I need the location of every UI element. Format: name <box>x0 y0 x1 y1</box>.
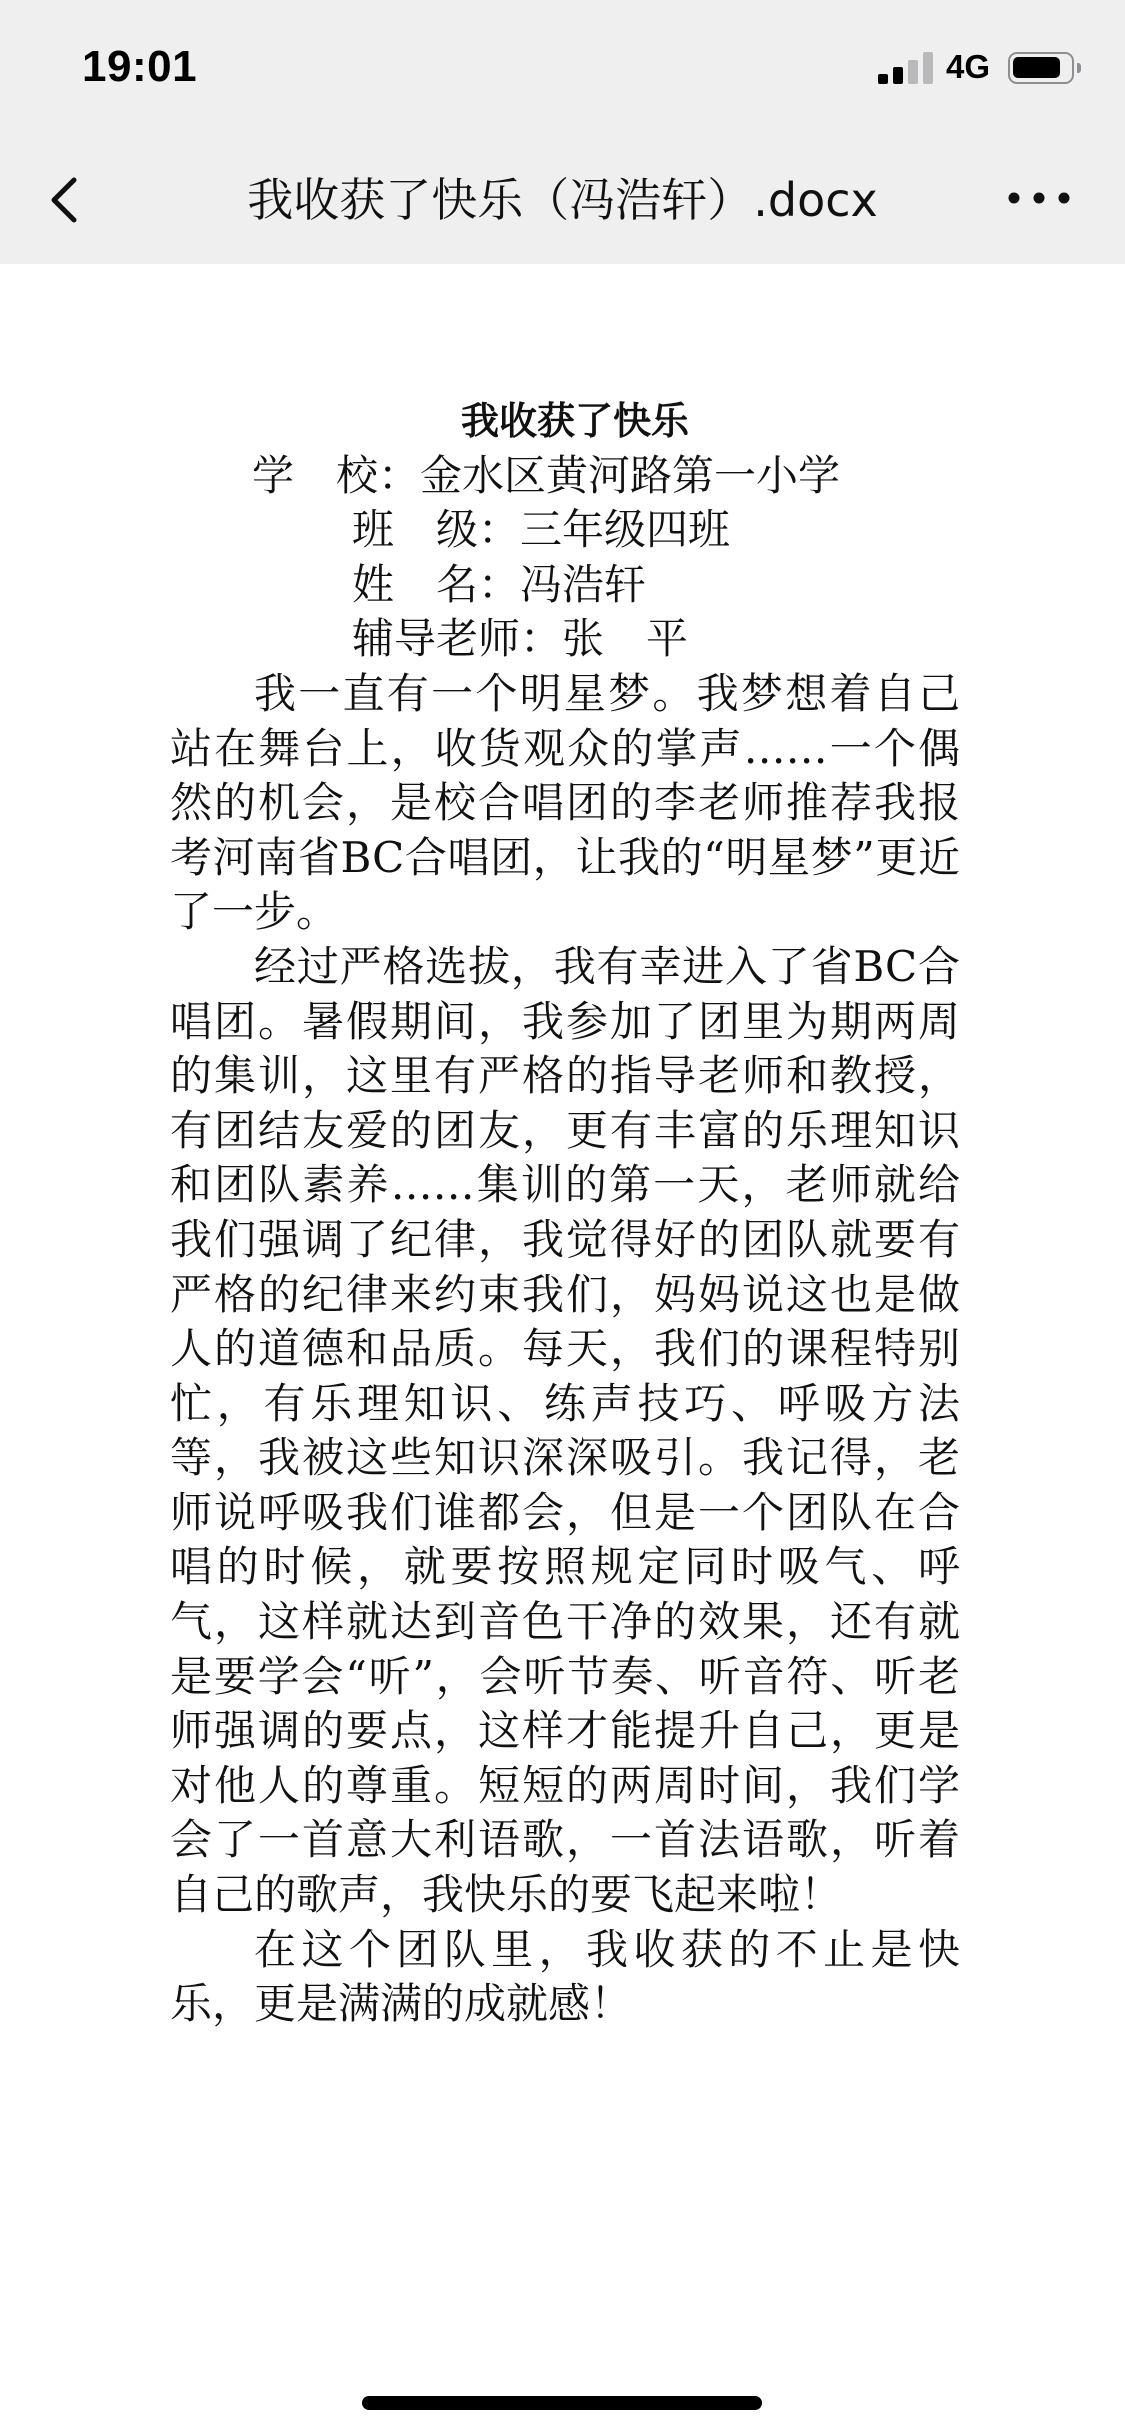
battery-level <box>1013 57 1060 78</box>
home-indicator[interactable] <box>362 2396 762 2410</box>
paragraph: 我一直有一个明星梦。我梦想着自己站在舞台上，收货观众的掌声……一个偶然的机会，是校合唱团的李老师推荐我报考河南省BC合唱团，让我的“明星梦”更近了一步。 <box>170 668 960 937</box>
name-line: 姓 名：冯浩轩 <box>352 559 647 609</box>
network-type: 4G <box>946 48 991 85</box>
cellular-signal-icon <box>878 52 934 84</box>
document-body <box>170 394 960 2032</box>
status-time: 19:01 <box>82 42 198 91</box>
battery-icon <box>1008 52 1074 84</box>
paragraph: 经过严格选拔，我有幸进入了省BC合唱团。暑假期间，我参加了团里为期两周的集训，这里有严格的指导老师和教授，有团结友爱的团友，更有丰富的乐理知识和团队素养……集训的第一天，老师就给我们强调了纪律，我觉得好的团队就要有严格的纪律来约束我们，妈妈说这也是做人的道德和品质。每天，我们的课程特别忙，有乐理知识、练声技巧、呼吸方法等，我被这些知识深深吸引。我记得，老师说呼吸我们谁都会，但是一个团队在合唱的时候，就要按照规定同时吸气、呼气，这样就达到音色干净的效果，还有就是要学会“听”，会听节奏、听音符、听老师强调的要点，这样才能提升自己，更是对他人的尊重。短短的两周时间，我们学会了一首意大利语歌，一首法语歌，听着自己的歌声，我快乐的要飞起来啦！ <box>170 941 960 1920</box>
essay-title: 我收获了快乐 <box>460 399 689 443</box>
paragraph: 在这个团队里，我收获的不止是快乐，更是满满的成就感！ <box>170 1924 960 2029</box>
class-line: 班 级：三年级四班 <box>352 505 731 555</box>
teacher-line: 辅导老师：张 平 <box>352 614 689 664</box>
back-button[interactable] <box>38 160 94 240</box>
chevron-left-icon <box>38 160 94 240</box>
school-line: 学 校：金水区黄河路第一小学 <box>252 450 841 500</box>
more-button[interactable] <box>1004 178 1074 218</box>
document-title: 我收获了快乐（冯浩轩）.docx <box>247 173 878 227</box>
top-bar <box>0 0 1125 264</box>
more-horizontal-icon <box>1004 178 1074 218</box>
